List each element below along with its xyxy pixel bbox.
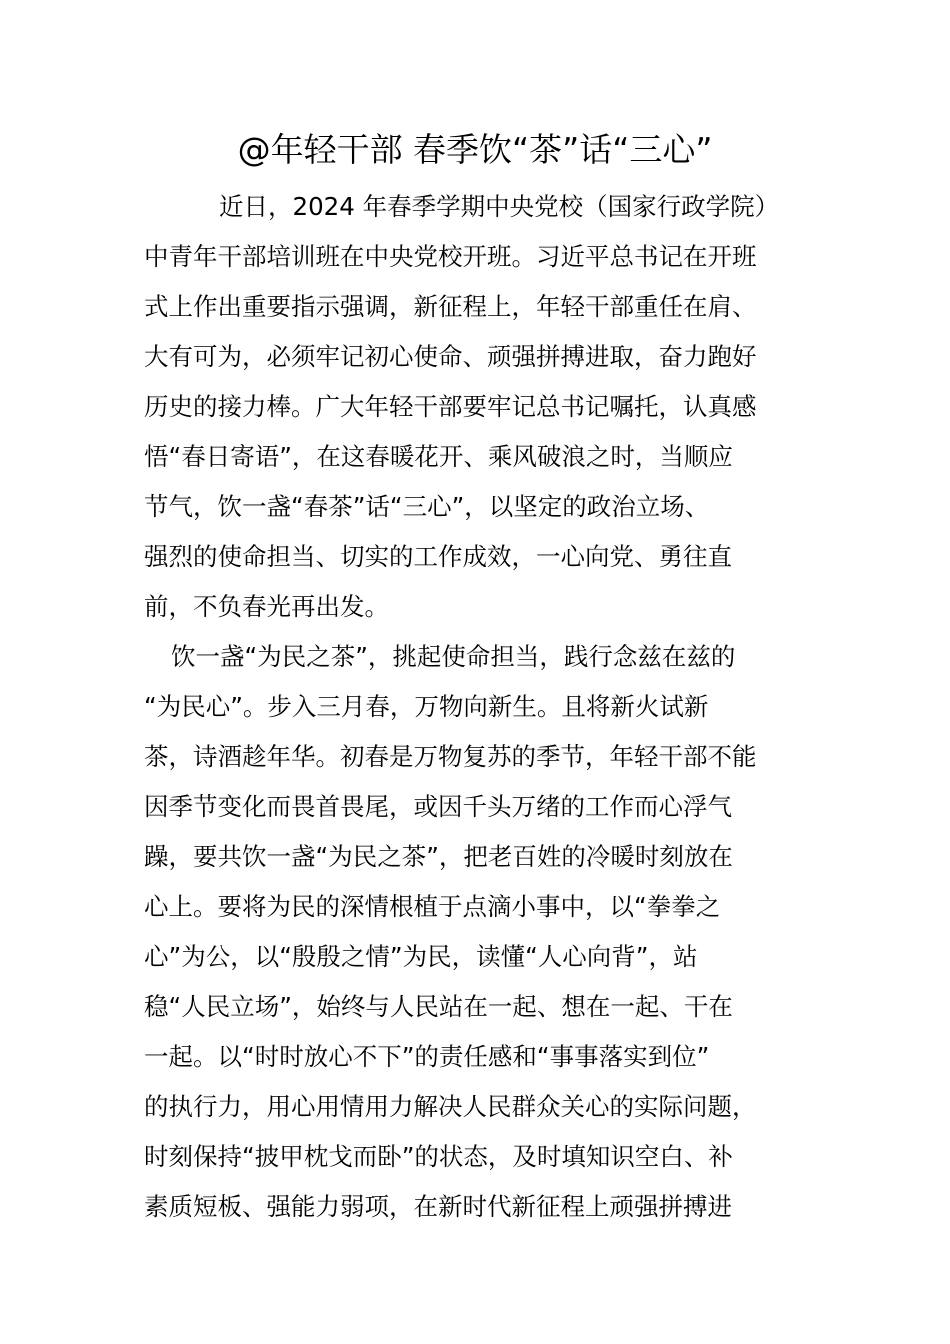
- paragraph-2-line-3: 茶，诗酒趁年华。初春是万物复苏的季节，年轻干部不能: [144, 742, 757, 771]
- paragraph-1-line-8: 强烈的使命担当、切实的工作成效，一心向党、勇往直: [144, 542, 732, 571]
- paragraph-1-line-3: 式上作出重要指示强调，新征程上，年轻干部重任在肩、: [144, 292, 757, 321]
- paragraph-2-line-11: 时刻保持“披甲枕戈而卧”的状态，及时填知识空白、补: [144, 1142, 733, 1171]
- paragraph-2-line-9: 一起。以“时时放心不下”的责任感和“事事落实到位”: [144, 1042, 710, 1071]
- paragraph-2-line-1: 饮一盏“为民之茶”，挑起使命担当，践行念兹在兹的: [171, 642, 736, 671]
- paragraph-2-line-8: 稳“人民立场”，始终与人民站在一起、想在一起、干在: [144, 992, 733, 1021]
- paragraph-1-line-7: 节气，饮一盏“春茶”话“三心”，以坚定的政治立场、: [144, 492, 710, 521]
- paragraph-2-line-6: 心上。要将为民的深情根植于点滴小事中，以“拳拳之: [144, 892, 721, 921]
- paragraph-2-line-12: 素质短板、强能力弱项，在新时代新征程上顽强拼搏进: [144, 1192, 732, 1221]
- paragraph-1-line-5: 历史的接力棒。广大年轻干部要牢记总书记嘱托，认真感: [144, 392, 757, 421]
- paragraph-1-line-6: 悟“春日寄语”，在这春暖花开、乘风破浪之时，当顺应: [144, 442, 733, 471]
- paragraph-2-line-7: 心”为公，以“殷殷之情”为民，读懂“人心向背”，站: [144, 942, 698, 971]
- paragraph-1-line-2: 中青年干部培训班在中央党校开班。习近平总书记在开班: [144, 242, 757, 271]
- document-body: [144, 182, 808, 1232]
- document-title: @年轻干部 春季饮“茶”话“三心”: [237, 130, 713, 169]
- paragraph-2-line-4: 因季节变化而畏首畏尾，或因千头万绪的工作而心浮气: [144, 792, 732, 821]
- paragraph-2-line-5: 躁，要共饮一盏“为民之茶”，把老百姓的冷暖时刻放在: [144, 842, 733, 871]
- paragraph-1-line-4: 大有可为，必须牢记初心使命、顽强拼搏进取，奋力跑好: [144, 342, 757, 371]
- paragraph-2-line-2: “为民心”。步入三月春，万物向新生。且将新火试新: [144, 692, 709, 721]
- paragraph-1-line-9: 前，不负春光再出发。: [144, 592, 389, 621]
- paragraph-2-line-10: 的执行力，用心用情用力解决人民群众关心的实际问题，: [144, 1092, 757, 1121]
- paragraph-1-line-1: 近日，2024 年春季学期中央党校（国家行政学院）: [219, 192, 780, 221]
